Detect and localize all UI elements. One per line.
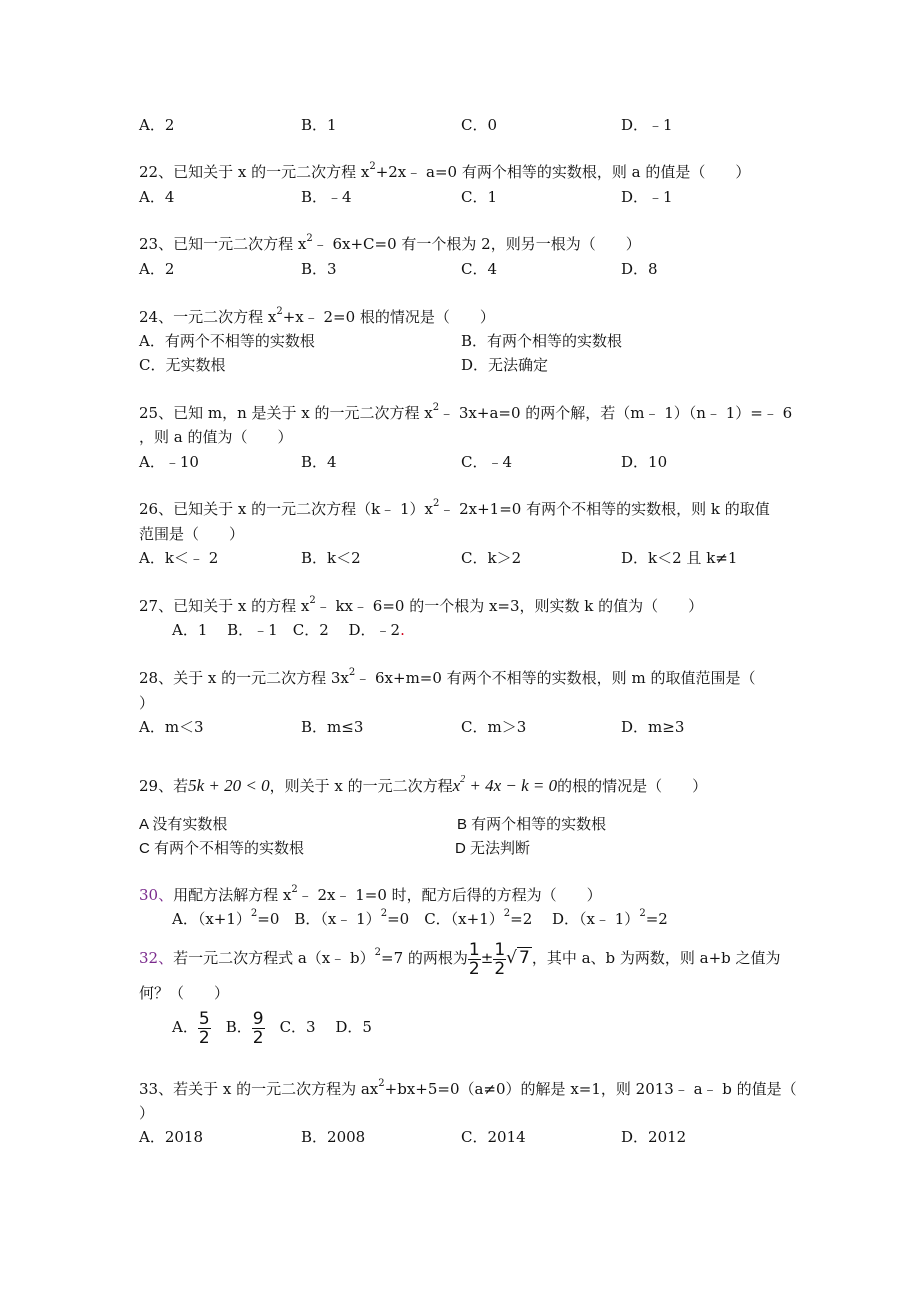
question-26-stem: 26、已知关于 x 的一元二次方程（k﹣ $1)x^2﹣$ 2x+1=0 有两个不相等的实数根，则 k 的取值 bbox=[139, 498, 770, 518]
option-a: A 没有实数根 bbox=[139, 816, 228, 833]
option-a: A．2 bbox=[139, 260, 175, 278]
option-a: A．有两个不相等的实数根 bbox=[139, 332, 315, 350]
condition-inequality: 5k + 20 < 0 bbox=[188, 776, 270, 795]
option-d: D．k＜2 且 k≠1 bbox=[621, 549, 738, 567]
option-b: B．m≤3 bbox=[301, 718, 364, 736]
question-24-stem: 24、一元二次方程 $x^2+x﹣$ 2=0 根的情况是（ ） bbox=[139, 306, 495, 326]
option-c: C．m＞3 bbox=[461, 718, 527, 736]
question-32-stem-line2: 何？（ ） bbox=[139, 984, 230, 1002]
option-b: B．有两个相等的实数根 bbox=[461, 332, 623, 350]
option-b: B 有两个相等的实数根 bbox=[457, 816, 607, 833]
option-a: A．4 bbox=[139, 188, 175, 206]
question-25-stem-line2: ，则 a 的值为（ ） bbox=[139, 428, 293, 446]
option-d: D 无法判断 bbox=[455, 840, 531, 857]
option-c: C．4 bbox=[461, 260, 498, 278]
option-d: D．8 bbox=[621, 260, 658, 278]
question-30-options: A．$(x+1)^2=0$ B．（x﹣ 1）$^2$=0 C．$(x+1)^2=2$ D．（x﹣ 1）$^2$=2 bbox=[172, 908, 668, 928]
question-33-stem-line2: ） bbox=[139, 1104, 155, 1122]
fraction-nine-halves: $\frac{9}{2}$ bbox=[252, 1008, 264, 1048]
option-d: D．﹣1 bbox=[621, 188, 673, 206]
question-29-stem: 29、若5k + 20 < 0，则关于 x 的一元二次方程$x^2 + 4x - k = 0$的根的情况是（ ） bbox=[139, 774, 708, 795]
option-b: B．﹣4 bbox=[301, 188, 352, 206]
option-a: A．k＜﹣ 2 bbox=[139, 549, 219, 567]
option-c: C．1 bbox=[461, 188, 498, 206]
option-d: D．m≥3 bbox=[621, 718, 685, 736]
option-c: C．﹣4 bbox=[461, 453, 513, 471]
option-a: A．﹣10 bbox=[139, 453, 199, 471]
question-number: 30、 bbox=[139, 886, 174, 904]
option-c: C 有两个不相等的实数根 bbox=[139, 840, 305, 857]
option-a: A．2 bbox=[139, 116, 175, 134]
question-number: 32、 bbox=[139, 949, 174, 967]
question-27-options: A．1 B．﹣1 C．2 D．﹣2. bbox=[172, 621, 405, 639]
question-25-stem: 25、已知 m，n 是关于 x 的一元二次方程 $x^2﹣$ 3x+a=0 的两个解，若（m﹣ 1）（n﹣ 1）=﹣ 6 bbox=[139, 402, 793, 422]
question-28-stem-line2: ） bbox=[139, 694, 155, 712]
fraction-one-half: $\frac{1}{2}$ bbox=[494, 939, 506, 979]
question-32-stem: 32、若一元二次方程式 a（x﹣ b）$^2$=7 的两根为 $\frac{1}{2}$ ± $\frac{1}{2}$ √ 7 ，其中 a、b 为两数，则 a+b 之值为 bbox=[139, 939, 781, 979]
option-c: C．k＞2 bbox=[461, 549, 522, 567]
option-a: A．m＜3 bbox=[139, 718, 204, 736]
quadratic-equation: $x^2 + 4x - k = 0$ bbox=[452, 774, 558, 795]
option-c: C．0 bbox=[461, 116, 498, 134]
option-d: D．﹣1 bbox=[621, 116, 673, 134]
option-b: B．4 bbox=[301, 453, 337, 471]
option-d: D．2012 bbox=[621, 1128, 687, 1146]
sqrt-symbol: √ 7 bbox=[506, 948, 530, 968]
question-27-stem: 27、已知关于 x 的方程 $x^2﹣$ kx﹣ 6=0 的一个根为 x=3，则实数 k 的值为（ ） bbox=[139, 595, 704, 615]
question-23-stem: 23、已知一元二次方程 $x^2﹣$ 6x+C=0 有一个根为 2，则另一根为（ ） bbox=[139, 233, 641, 253]
option-b: B．k＜2 bbox=[301, 549, 361, 567]
option-b: B．2008 bbox=[301, 1128, 366, 1146]
option-b: B．1 bbox=[301, 116, 337, 134]
question-22-stem: 22、已知关于 x 的一元二次方程 $x^2+2x﹣$ a=0 有两个相等的实数根，则 a 的值是（ ） bbox=[139, 161, 751, 181]
option-a: A．2018 bbox=[139, 1128, 204, 1146]
question-32-options: A． $\frac{5}{2}$ B． $\frac{9}{2}$ C．3 D．5 bbox=[172, 1008, 372, 1048]
question-26-stem-line2: 范围是（ ） bbox=[139, 525, 245, 543]
option-c: C．无实数根 bbox=[139, 356, 226, 374]
question-33-stem: 33、若关于 x 的一元二次方程为 $ax^2+bx+5=0(a\ne 0)$的解是 x=1，则 2013﹣ a﹣ b 的值是（ bbox=[139, 1078, 797, 1098]
fraction-one-half: $\frac{1}{2}$ bbox=[468, 939, 480, 979]
option-c: C．2014 bbox=[461, 1128, 526, 1146]
option-d: D．无法确定 bbox=[461, 356, 549, 374]
option-d: D．10 bbox=[621, 453, 668, 471]
option-b: B．3 bbox=[301, 260, 337, 278]
fraction-five-halves: $\frac{5}{2}$ bbox=[198, 1008, 210, 1048]
question-28-stem: 28、关于 x 的一元二次方程 $3x^2﹣$ 6x+m=0 有两个不相等的实数根，则 m 的取值范围是（ bbox=[139, 667, 756, 687]
red-dot-mark: . bbox=[400, 621, 405, 639]
question-30-stem: 30、用配方法解方程 $x^2﹣$ 2x﹣ 1=0 时，配方后得的方程为（ ） bbox=[139, 884, 602, 904]
